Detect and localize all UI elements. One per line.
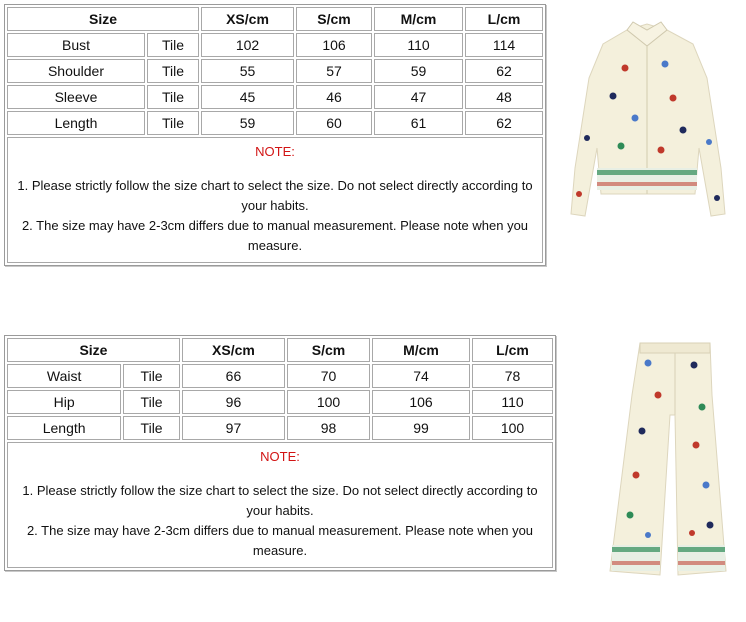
size-value: 110 <box>472 390 553 414</box>
size-value: 106 <box>372 390 470 414</box>
measure-method: Tile <box>147 59 199 83</box>
size-value: 48 <box>465 85 543 109</box>
table-row <box>7 416 553 440</box>
measure-name: Hip <box>7 390 121 414</box>
size-value: 57 <box>296 59 372 83</box>
size-value: 96 <box>182 390 285 414</box>
note-box <box>7 442 553 568</box>
measure-name: Length <box>7 416 121 440</box>
table-row <box>7 59 543 83</box>
m-header: M/cm <box>374 7 463 31</box>
size-value: 66 <box>182 364 285 388</box>
table-row <box>7 33 543 57</box>
size-value: 59 <box>201 111 294 135</box>
size-value: 97 <box>182 416 285 440</box>
l-header: L/cm <box>472 338 553 362</box>
size-header: Size <box>7 7 199 31</box>
s-header: S/cm <box>287 338 370 362</box>
size-value: 100 <box>472 416 553 440</box>
table-row <box>7 390 553 414</box>
note-title: NOTE: <box>255 144 295 159</box>
table-row <box>7 364 553 388</box>
s-header: S/cm <box>296 7 372 31</box>
note-line-1: 1. Please strictly follow the size chart to select the size. Do not select directly according to your habits. <box>22 483 538 518</box>
size-value: 60 <box>296 111 372 135</box>
size-value: 74 <box>372 364 470 388</box>
xs-header: XS/cm <box>201 7 294 31</box>
measure-method: Tile <box>123 416 180 440</box>
note-box <box>7 137 543 263</box>
measure-name: Length <box>7 111 145 135</box>
table-row <box>7 111 543 135</box>
size-value: 59 <box>374 59 463 83</box>
floral-pants-image <box>598 335 733 590</box>
m-header: M/cm <box>372 338 470 362</box>
note-line-1: 1. Please strictly follow the size chart to select the size. Do not select directly according to your habits. <box>17 178 533 213</box>
size-value: 45 <box>201 85 294 109</box>
measure-method: Tile <box>147 111 199 135</box>
size-value: 47 <box>374 85 463 109</box>
l-header: L/cm <box>465 7 543 31</box>
size-value: 78 <box>472 364 553 388</box>
size-value: 62 <box>465 59 543 83</box>
size-value: 114 <box>465 33 543 57</box>
size-value: 46 <box>296 85 372 109</box>
pants-body <box>610 343 726 575</box>
xs-header: XS/cm <box>182 338 285 362</box>
measure-method: Tile <box>123 390 180 414</box>
size-value: 100 <box>287 390 370 414</box>
floral-shirt-image <box>565 18 730 228</box>
measure-method: Tile <box>147 85 199 109</box>
table-header-row <box>7 338 553 362</box>
size-value: 99 <box>372 416 470 440</box>
note-row <box>7 137 543 263</box>
size-value: 110 <box>374 33 463 57</box>
size-value: 106 <box>296 33 372 57</box>
measure-name: Shoulder <box>7 59 145 83</box>
size-header: Size <box>7 338 180 362</box>
note-line-2: 2. The size may have 2-3cm differs due to manual measurement. Please note when you measure. <box>26 523 534 558</box>
size-value: 98 <box>287 416 370 440</box>
measure-name: Sleeve <box>7 85 145 109</box>
size-value: 61 <box>374 111 463 135</box>
pants-size-chart <box>4 335 556 571</box>
size-value: 70 <box>287 364 370 388</box>
measure-method: Tile <box>123 364 180 388</box>
size-value: 102 <box>201 33 294 57</box>
note-line-2: 2. The size may have 2-3cm differs due to manual measurement. Please note when you measure. <box>21 218 529 253</box>
measure-name: Bust <box>7 33 145 57</box>
note-row <box>7 442 553 568</box>
note-title: NOTE: <box>260 449 300 464</box>
size-value: 62 <box>465 111 543 135</box>
shirt-size-chart <box>4 4 546 266</box>
table-row <box>7 85 543 109</box>
measure-method: Tile <box>147 33 199 57</box>
table-header-row <box>7 7 543 31</box>
size-value: 55 <box>201 59 294 83</box>
shirt-body <box>571 22 725 216</box>
measure-name: Waist <box>7 364 121 388</box>
